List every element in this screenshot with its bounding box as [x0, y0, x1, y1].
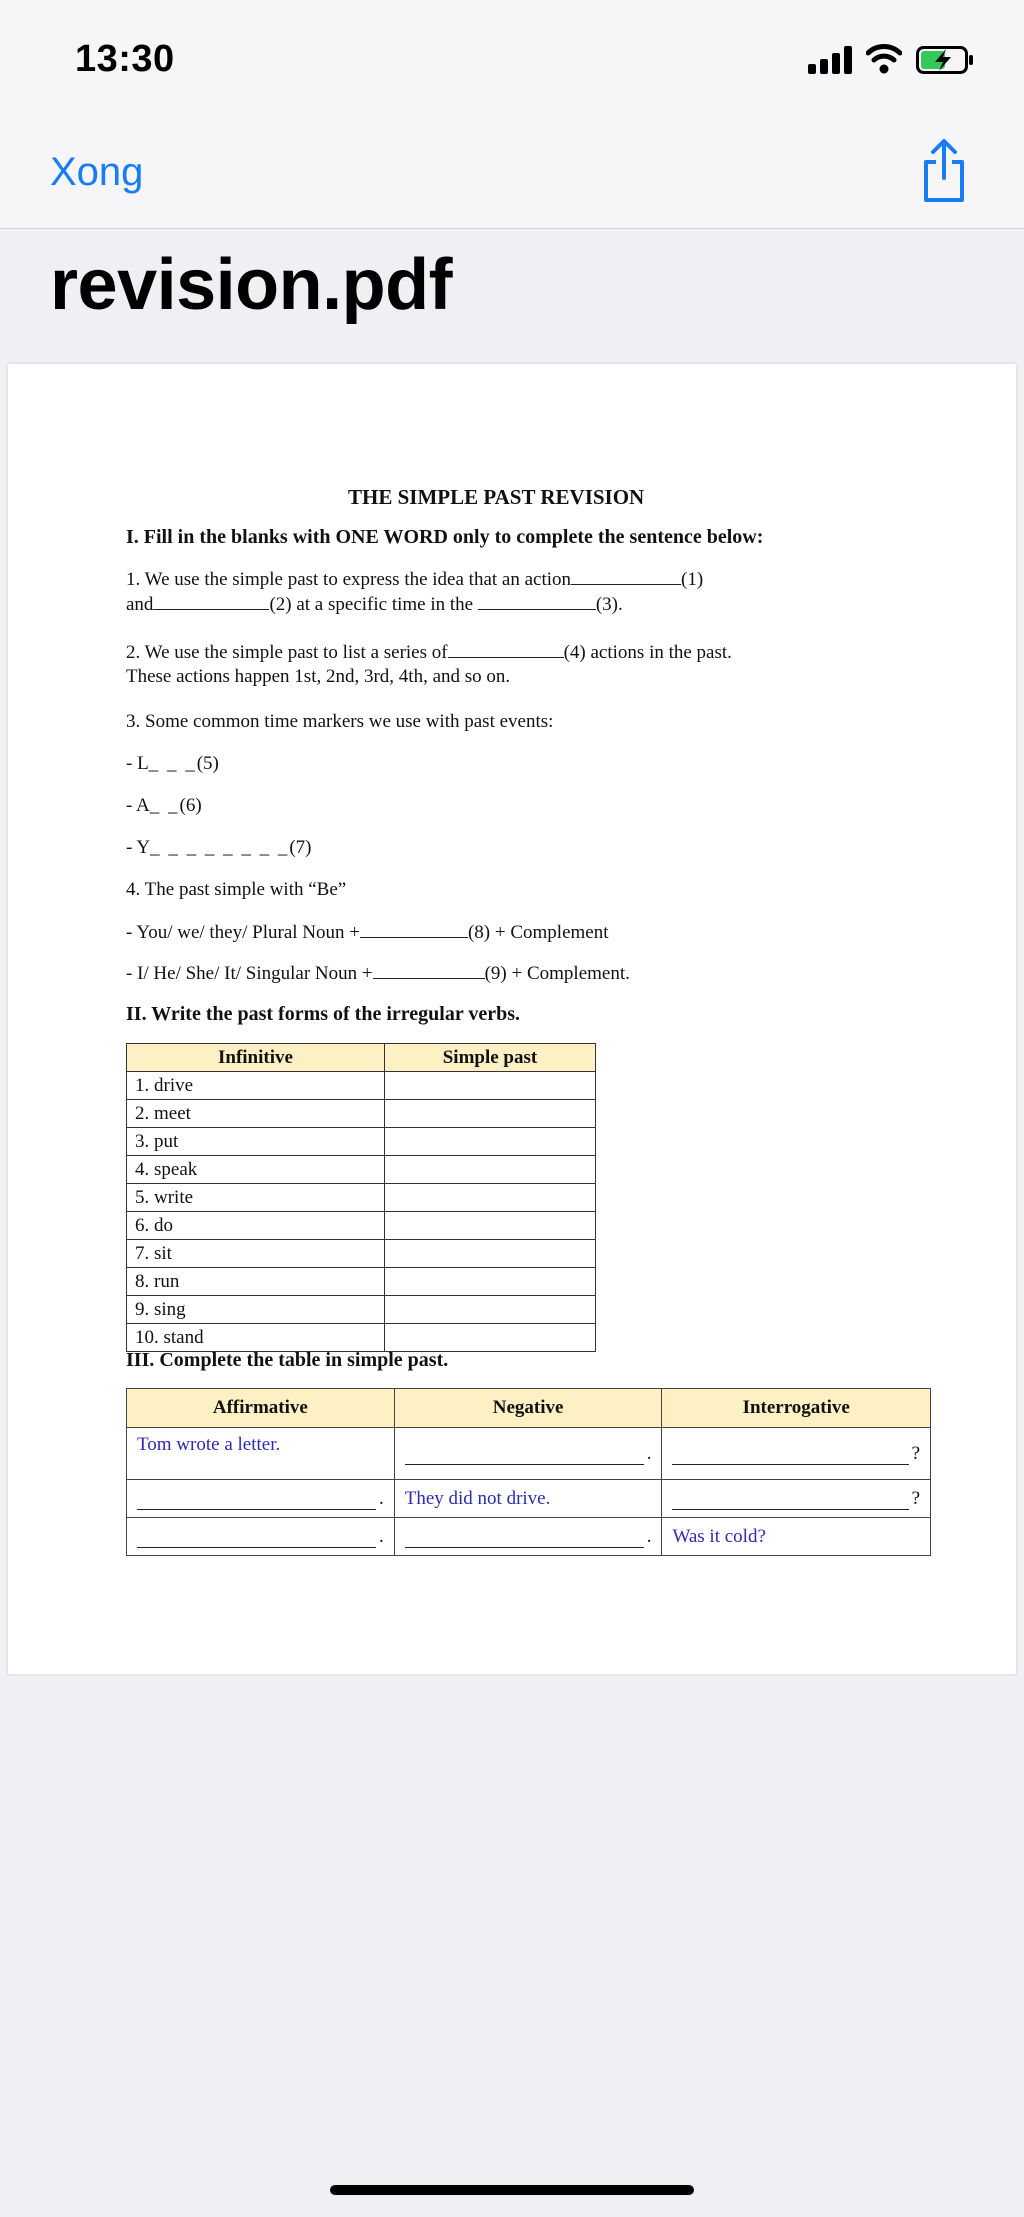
document-title: revision.pdf [50, 245, 453, 325]
worksheet-title: THE SIMPLE PAST REVISION [348, 485, 645, 509]
column-header: Infinitive [127, 1044, 385, 1072]
table-row: 4. speak [127, 1156, 596, 1184]
table-row [127, 1480, 931, 1518]
answer-cell[interactable] [384, 1296, 595, 1324]
section-2-heading: II. Write the past forms of the irregular verbs. [126, 1003, 521, 1025]
answer-cell[interactable] [384, 1100, 595, 1128]
navigation-bar [0, 120, 1024, 229]
answer-cell[interactable] [384, 1072, 595, 1100]
negative-example: They did not drive. [394, 1480, 662, 1518]
section-3-heading: III. Complete the table in simple past. [126, 1349, 449, 1371]
cellular-signal-icon [808, 46, 854, 74]
irregular-verbs-table [126, 1043, 596, 1352]
answer-cell[interactable]: ? [662, 1480, 931, 1518]
column-header: Affirmative [127, 1389, 395, 1428]
table-row: 9. sing [127, 1296, 596, 1324]
table-row [127, 1428, 931, 1480]
table-row: 10. stand [127, 1324, 596, 1352]
answer-cell[interactable] [384, 1156, 595, 1184]
answer-cell[interactable] [384, 1268, 595, 1296]
answer-cell[interactable] [384, 1128, 595, 1156]
answer-cell[interactable] [384, 1240, 595, 1268]
time-marker-5: - L_ _ _(5) [126, 753, 219, 774]
question-2-line-2: These actions happen 1st, 2nd, 3rd, 4th, and so on. [126, 666, 511, 687]
question-2-line-1: 2. We use the simple past to list a series of (4) actions in the past. [126, 642, 732, 663]
table-row: 1. drive [127, 1072, 596, 1100]
time-marker-6: - A_ _(6) [126, 795, 202, 816]
answer-cell[interactable] [384, 1324, 595, 1352]
table-row: 2. meet [127, 1100, 596, 1128]
table-row: 7. sit [127, 1240, 596, 1268]
status-time: 13:30 [75, 38, 175, 80]
answer-cell[interactable] [384, 1212, 595, 1240]
answer-cell[interactable]: . [394, 1428, 662, 1480]
interrogative-example: Was it cold? [662, 1518, 931, 1556]
column-header: Interrogative [662, 1389, 931, 1428]
answer-cell[interactable] [384, 1184, 595, 1212]
table-row [127, 1518, 931, 1556]
table-row: 8. run [127, 1268, 596, 1296]
answer-cell[interactable]: ? [662, 1428, 931, 1480]
done-button[interactable]: Xong [50, 150, 144, 194]
battery-charging-icon [916, 46, 974, 74]
question-1-line-1: 1. We use the simple past to express the idea that an action (1) [126, 569, 704, 590]
wifi-icon [866, 42, 902, 74]
time-marker-7: - Y_ _ _ _ _ _ _ _(7) [126, 837, 312, 858]
question-3: 3. Some common time markers we use with past events: [126, 711, 554, 732]
share-icon[interactable] [918, 138, 970, 204]
answer-cell[interactable]: . [127, 1518, 395, 1556]
be-rule-plural: - You/ we/ they/ Plural Noun + (8) + Complement [126, 922, 609, 943]
be-rule-singular: - I/ He/ She/ It/ Singular Noun + (9) + Complement. [126, 963, 630, 984]
column-header: Negative [394, 1389, 662, 1428]
table-row: 6. do [127, 1212, 596, 1240]
table-row: 3. put [127, 1128, 596, 1156]
pdf-page[interactable] [8, 364, 1016, 1674]
section-1-heading: I. Fill in the blanks with ONE WORD only to complete the sentence below: [126, 526, 764, 548]
column-header: Simple past [384, 1044, 595, 1072]
home-indicator[interactable] [330, 2185, 694, 2195]
question-4: 4. The past simple with “Be” [126, 879, 347, 900]
simple-past-forms-table [126, 1388, 931, 1556]
question-1-line-2: and (2) at a specific time in the (3). [126, 594, 623, 615]
answer-cell[interactable]: . [127, 1480, 395, 1518]
table-row: 5. write [127, 1184, 596, 1212]
affirmative-example: Tom wrote a letter. [127, 1428, 395, 1480]
answer-cell[interactable]: . [394, 1518, 662, 1556]
